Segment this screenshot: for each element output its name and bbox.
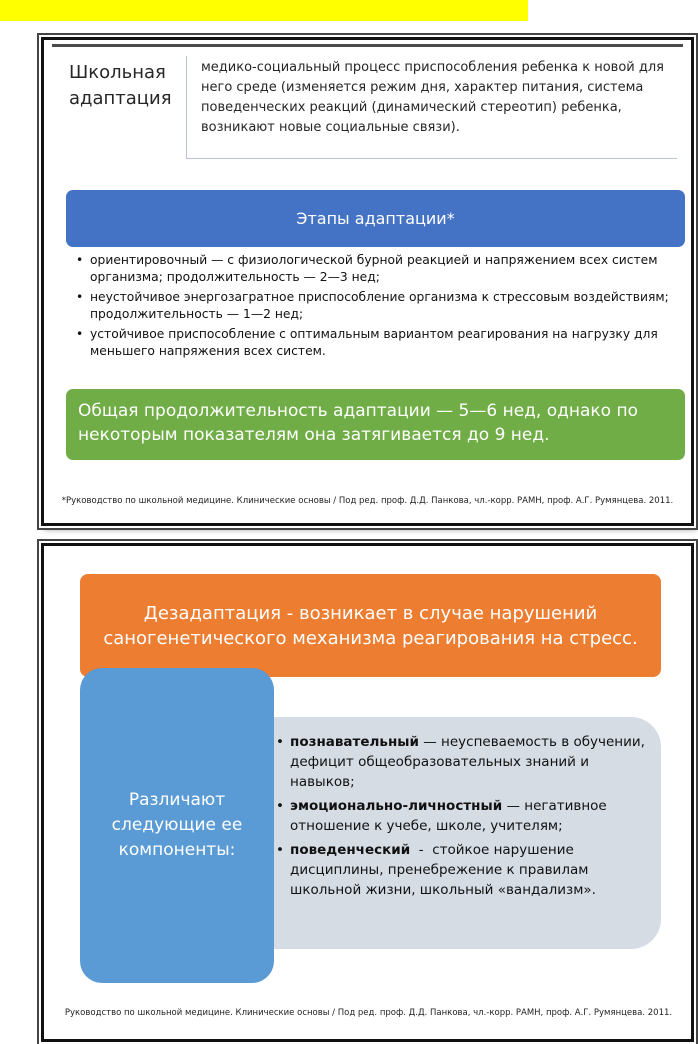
component-text: — негативное отношение к учебе, школе, учителям;: [290, 798, 607, 834]
stage-item: • ориентировочный — с физиологической бурной реакцией и напряжением всех систем организма; продолжительность — 2—3 нед;: [76, 252, 677, 286]
stages-list: [76, 252, 677, 363]
component-text: — неуспеваемость в обучении, дефицит общеобразовательных знаний и навыков;: [290, 734, 645, 790]
component-term: эмоционально-личностный: [290, 798, 503, 814]
maladaptation-header: [80, 574, 661, 677]
components-label-box: [80, 668, 274, 983]
slide-school-adaptation: [41, 37, 694, 526]
slide-top-rule: [52, 44, 683, 47]
definition-underline: [186, 158, 677, 159]
maladaptation-header-text: Дезадаптация - возникает в случае нарушений саногенетического механизма реагирования на стресс.: [103, 602, 638, 649]
component-item: [276, 796, 647, 836]
components-label: Различают следующие ее компоненты:: [111, 790, 243, 860]
term-divider: [186, 56, 187, 159]
component-item: [276, 840, 647, 900]
highlight-bar: [0, 0, 528, 21]
stage-item: • устойчивое приспособление с оптимальным вариантом реагирования на нагрузку для меньшего напряжения всех систем.: [76, 326, 677, 360]
term-definition: медико-социальный процесс приспособления ребенка к новой для него среде (изменяется режим дня, характер питания, система поведенческих реакций (динамический стереотип) ребенка, возникают новые социальные связи).: [201, 60, 664, 135]
slide-maladaptation: [41, 543, 694, 1042]
component-item: [276, 732, 647, 792]
stage-item: • неустойчивое энергозагратное приспособление организма к стрессовым воздействиям; продолжительность — 1—2 нед;: [76, 289, 677, 323]
duration-summary: Общая продолжительность адаптации — 5—6 нед, однако по некоторым показателям она затягивается до 9 нед.: [66, 389, 685, 460]
component-text: - стойкое нарушение дисциплины, пренебрежение к правилам школьной жизни, школьный «вандализм».: [290, 842, 596, 898]
term-title: Школьная адаптация: [69, 62, 172, 109]
source-footnote: *Руководство по школьной медицине. Клинические основы / Под ред. проф. Д.Д. Панкова, чл.-корр. РАМН, проф. А.Г. Румянцева. 2011.: [61, 496, 674, 506]
stages-header: Этапы адаптации*: [66, 190, 685, 247]
component-term: поведенческий: [290, 842, 411, 858]
components-list: [276, 732, 647, 904]
component-term: познавательный: [290, 734, 419, 750]
source-footnote: Руководство по школьной медицине. Клинические основы / Под ред. проф. Д.Д. Панкова, чл.-корр. РАМН, проф. А.Г. Румянцева. 2011.: [64, 1008, 673, 1018]
